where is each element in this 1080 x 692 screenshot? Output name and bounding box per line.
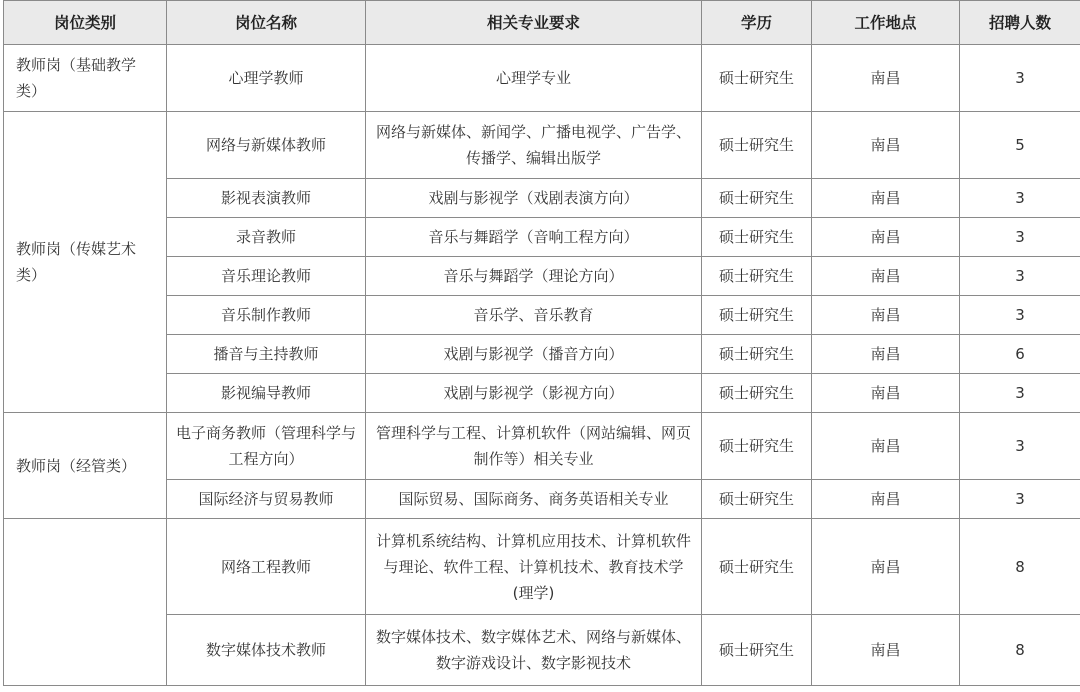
education-cell: 硕士研究生 — [702, 45, 812, 112]
major-cell: 音乐与舞蹈学（音响工程方向） — [366, 218, 702, 257]
count-cell: 3 — [960, 480, 1080, 519]
education-cell: 硕士研究生 — [702, 335, 812, 374]
location-cell: 南昌 — [812, 615, 960, 686]
position-cell: 网络工程教师 — [167, 519, 366, 615]
education-cell: 硕士研究生 — [702, 179, 812, 218]
education-cell: 硕士研究生 — [702, 257, 812, 296]
education-cell: 硕士研究生 — [702, 296, 812, 335]
count-cell: 8 — [960, 615, 1080, 686]
education-cell: 硕士研究生 — [702, 615, 812, 686]
education-cell: 硕士研究生 — [702, 413, 812, 480]
position-cell: 心理学教师 — [167, 45, 366, 112]
table-row — [4, 519, 1080, 615]
header-major: 相关专业要求 — [366, 1, 702, 45]
location-cell: 南昌 — [812, 335, 960, 374]
location-cell: 南昌 — [812, 413, 960, 480]
header-row — [4, 1, 1080, 45]
location-cell: 南昌 — [812, 519, 960, 615]
count-cell: 8 — [960, 519, 1080, 615]
education-cell: 硕士研究生 — [702, 480, 812, 519]
recruitment-table — [3, 0, 1080, 686]
position-cell: 音乐制作教师 — [167, 296, 366, 335]
position-cell: 播音与主持教师 — [167, 335, 366, 374]
header-position: 岗位名称 — [167, 1, 366, 45]
count-cell: 3 — [960, 413, 1080, 480]
count-cell: 5 — [960, 112, 1080, 179]
table-row — [4, 112, 1080, 179]
header-education: 学历 — [702, 1, 812, 45]
count-cell: 3 — [960, 296, 1080, 335]
position-cell: 录音教师 — [167, 218, 366, 257]
major-cell: 管理科学与工程、计算机软件（网站编辑、网页制作等）相关专业 — [366, 413, 702, 480]
major-cell: 戏剧与影视学（影视方向） — [366, 374, 702, 413]
location-cell: 南昌 — [812, 257, 960, 296]
major-cell: 音乐学、音乐教育 — [366, 296, 702, 335]
header-location: 工作地点 — [812, 1, 960, 45]
location-cell: 南昌 — [812, 112, 960, 179]
education-cell: 硕士研究生 — [702, 218, 812, 257]
education-cell: 硕士研究生 — [702, 374, 812, 413]
location-cell: 南昌 — [812, 296, 960, 335]
count-cell: 3 — [960, 374, 1080, 413]
position-cell: 国际经济与贸易教师 — [167, 480, 366, 519]
count-cell: 3 — [960, 257, 1080, 296]
count-cell: 6 — [960, 335, 1080, 374]
count-cell: 3 — [960, 45, 1080, 112]
major-cell: 国际贸易、国际商务、商务英语相关专业 — [366, 480, 702, 519]
header-category: 岗位类别 — [4, 1, 167, 45]
category-cell: 教师岗（传媒艺术类） — [4, 112, 167, 413]
major-cell: 音乐与舞蹈学（理论方向） — [366, 257, 702, 296]
category-cell: 教师岗（经管类） — [4, 413, 167, 519]
category-cell: 教师岗（基础教学类） — [4, 45, 167, 112]
position-cell: 数字媒体技术教师 — [167, 615, 366, 686]
position-cell: 电子商务教师（管理科学与工程方向） — [167, 413, 366, 480]
table-row — [4, 45, 1080, 112]
count-cell: 3 — [960, 218, 1080, 257]
location-cell: 南昌 — [812, 179, 960, 218]
table-row — [4, 413, 1080, 480]
position-cell: 音乐理论教师 — [167, 257, 366, 296]
category-cell — [4, 519, 167, 686]
major-cell: 计算机系统结构、计算机应用技术、计算机软件与理论、软件工程、计算机技术、教育技术学(理学) — [366, 519, 702, 615]
major-cell: 网络与新媒体、新闻学、广播电视学、广告学、传播学、编辑出版学 — [366, 112, 702, 179]
major-cell: 数字媒体技术、数字媒体艺术、网络与新媒体、数字游戏设计、数字影视技术 — [366, 615, 702, 686]
major-cell: 戏剧与影视学（戏剧表演方向） — [366, 179, 702, 218]
location-cell: 南昌 — [812, 480, 960, 519]
education-cell: 硕士研究生 — [702, 519, 812, 615]
position-cell: 影视表演教师 — [167, 179, 366, 218]
location-cell: 南昌 — [812, 374, 960, 413]
header-count: 招聘人数 — [960, 1, 1080, 45]
location-cell: 南昌 — [812, 218, 960, 257]
major-cell: 心理学专业 — [366, 45, 702, 112]
major-cell: 戏剧与影视学（播音方向） — [366, 335, 702, 374]
education-cell: 硕士研究生 — [702, 112, 812, 179]
position-cell: 影视编导教师 — [167, 374, 366, 413]
position-cell: 网络与新媒体教师 — [167, 112, 366, 179]
location-cell: 南昌 — [812, 45, 960, 112]
count-cell: 3 — [960, 179, 1080, 218]
